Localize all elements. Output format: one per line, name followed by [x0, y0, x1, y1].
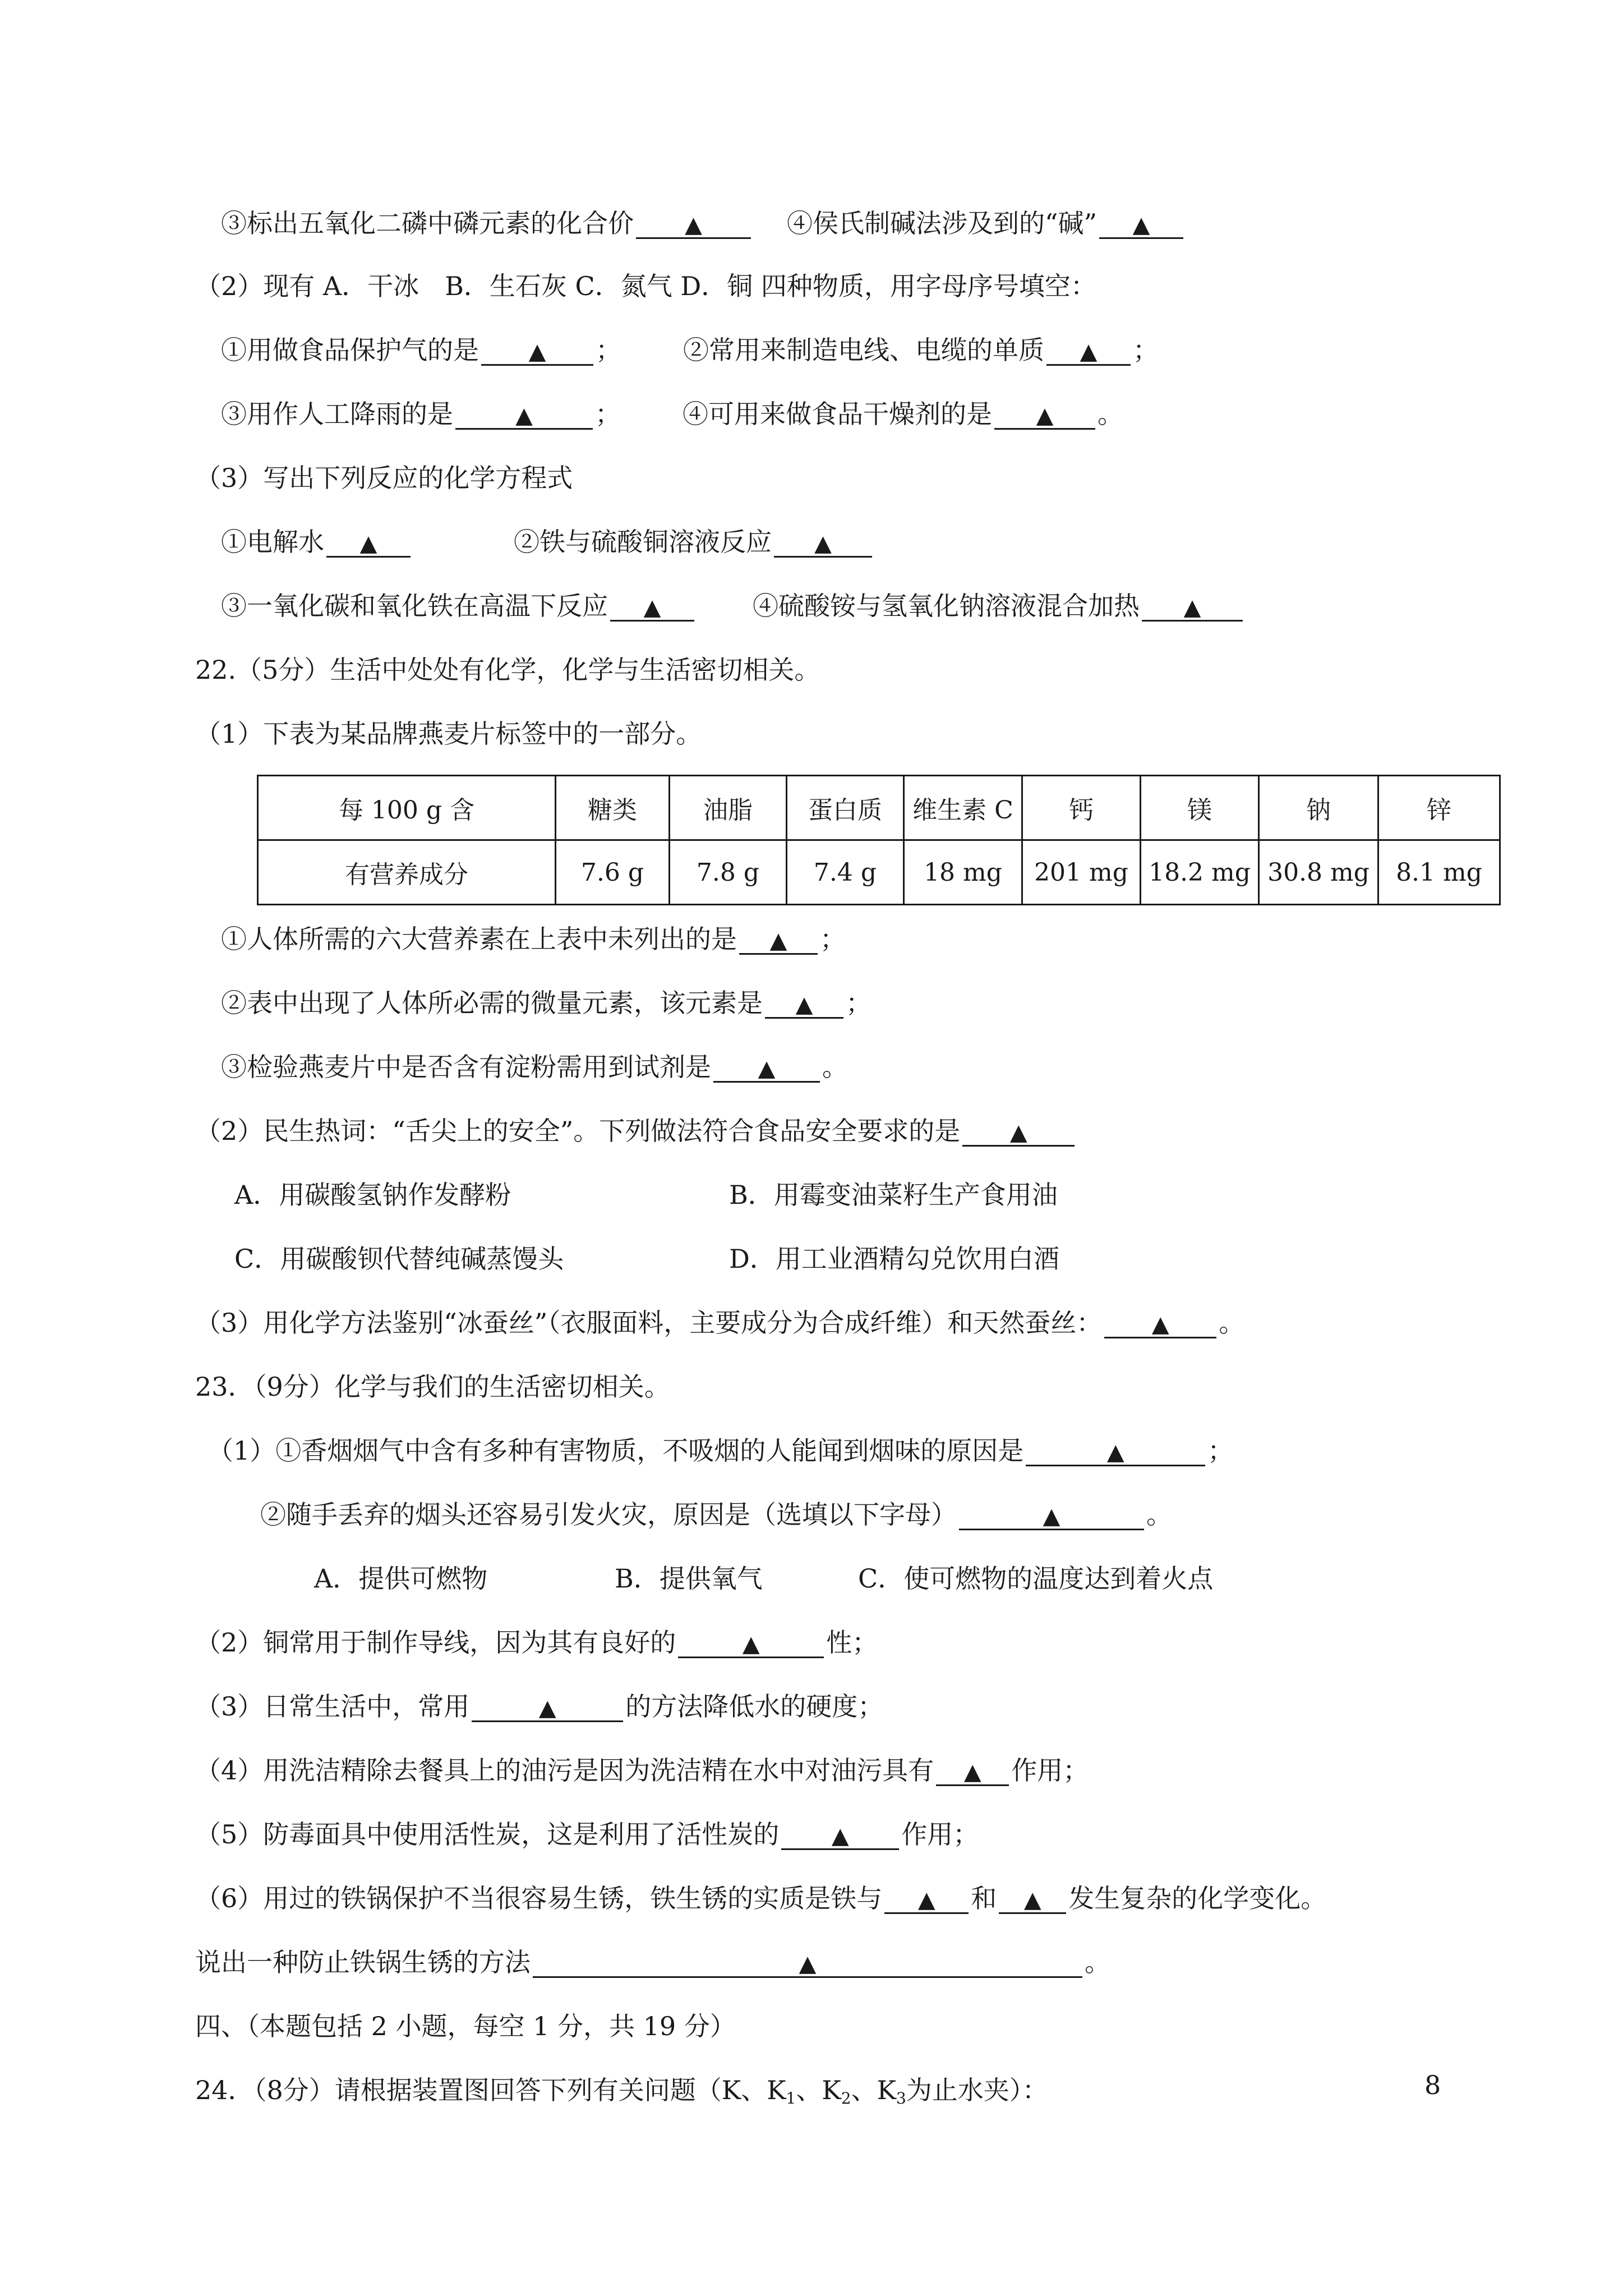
- table-header-cell: 蛋白质: [787, 776, 904, 840]
- answer-blank[interactable]: ▲: [962, 1117, 1075, 1147]
- answer-blank[interactable]: ▲: [481, 336, 593, 366]
- q22-part-2: （2）民生热词：“舌尖上的安全”。下列做法符合食品安全要求的是 ▲: [195, 1114, 1077, 1148]
- answer-blank[interactable]: ▲: [884, 1884, 969, 1914]
- q21-part-3-line-2: ③一氧化碳和氧化铁在高温下反应 ▲ ④硫酸铵与氢氧化钠溶液混合加热 ▲: [221, 589, 1245, 623]
- q23-option-c: C．使可燃物的温度达到着火点: [858, 1563, 1214, 1594]
- question-24-title: 24．（8分）请根据装置图回答下列有关问题（K、$K_1$、$K_2$、$K_3$为止水夹）：: [195, 2075, 1048, 2108]
- answer-blank[interactable]: ▲: [533, 1948, 1082, 1978]
- q21-part-3-line-1: ①电解水 ▲ ②铁与硫酸铜溶液反应 ▲: [221, 525, 874, 559]
- answer-blank[interactable]: ▲: [739, 925, 818, 955]
- answer-blank[interactable]: ▲: [994, 400, 1095, 430]
- answer-blank[interactable]: ▲: [1104, 1309, 1216, 1338]
- q22-option-a: A．用碳酸氢钠作发酵粉: [234, 1180, 511, 1210]
- question-22-title: 22.（5分）生活中处处有化学，化学与生活密切相关。: [195, 655, 820, 685]
- answer-blank[interactable]: ▲: [455, 400, 593, 430]
- q22-sub-1: ①人体所需的六大营养素在上表中未列出的是 ▲ ；: [221, 924, 846, 954]
- table-cell: 7.8 g: [670, 840, 787, 905]
- answer-blank[interactable]: ▲: [636, 209, 751, 239]
- question-23-title: 23．（9分）化学与我们的生活密切相关。: [195, 1372, 670, 1402]
- answer-blank[interactable]: ▲: [1026, 1437, 1205, 1466]
- table-header-cell: 有营养成分: [258, 840, 556, 905]
- table-cell: 8.1 mg: [1378, 840, 1500, 905]
- answer-blank[interactable]: ▲: [781, 1820, 899, 1850]
- answer-blank[interactable]: ▲: [936, 1756, 1009, 1786]
- answer-blank[interactable]: ▲: [1142, 592, 1243, 622]
- q22-sub-3: ③检验燕麦片中是否含有淀粉需用到试剂是 ▲ 。: [221, 1052, 848, 1082]
- q21-part-2-line-1: ①用做食品保护气的是 ▲ ； ②常用来制造电线、电缆的单质 ▲ ；: [221, 335, 1159, 365]
- table-cell: 30.8 mg: [1259, 840, 1378, 905]
- table-header-cell: 糖类: [556, 776, 670, 840]
- answer-blank[interactable]: ▲: [1099, 209, 1183, 239]
- table-header-cell: 每 100 g 含: [258, 776, 556, 840]
- q23-option-b: B．提供氧气: [615, 1563, 763, 1594]
- q23-part-5: （5）防毒面具中使用活性炭，这是利用了活性炭的 ▲ 作用；: [195, 1819, 979, 1849]
- nutrition-table: [257, 775, 1501, 905]
- answer-blank[interactable]: ▲: [472, 1692, 623, 1722]
- q23-part-1a: （1）①香烟烟气中含有多种有害物质，不吸烟的人能闻到烟味的原因是 ▲ ；: [208, 1435, 1234, 1466]
- answer-blank[interactable]: ▲: [326, 528, 411, 558]
- answer-blank[interactable]: ▲: [713, 1053, 820, 1083]
- answer-blank[interactable]: ▲: [765, 989, 843, 1019]
- table-row: [258, 840, 1500, 905]
- answer-blank[interactable]: ▲: [610, 592, 694, 622]
- q21-part-2-line-2: ③用作人工降雨的是 ▲ ； ④可用来做食品干燥剂的是 ▲ 。: [221, 399, 1123, 429]
- section-4-heading: 四、（本题包括 2 小题，每空 1 分，共 19 分）: [195, 2011, 736, 2041]
- q23-option-a: A．提供可燃物: [314, 1563, 488, 1594]
- q22-sub-2: ②表中出现了人体所必需的微量元素，该元素是 ▲ ；: [221, 988, 872, 1018]
- q21-part-3: （3）写出下列反应的化学方程式: [195, 463, 573, 493]
- q23-part-6: （6）用过的铁锅保护不当很容易生锈，铁生锈的实质是铁与 ▲ 和 ▲ 发生复杂的化学变化。: [195, 1883, 1327, 1913]
- q21-part-2: （2）现有 A．干冰 B．生石灰 C．氮气 D．铜 四种物质，用字母序号填空：: [195, 271, 1096, 301]
- table-cell: 18 mg: [904, 840, 1022, 905]
- q22-part-3: （3）用化学方法鉴别“冰蚕丝”（衣服面料，主要成分为合成纤维）和天然蚕丝： ▲ 。: [195, 1308, 1245, 1338]
- table-header-cell: 油脂: [670, 776, 787, 840]
- answer-blank[interactable]: ▲: [999, 1884, 1066, 1914]
- answer-blank[interactable]: ▲: [774, 528, 872, 558]
- page-number: 8: [1424, 2070, 1441, 2100]
- table-cell: 7.4 g: [787, 840, 904, 905]
- answer-blank[interactable]: ▲: [1046, 336, 1131, 366]
- q23-part-4: （4）用洗洁精除去餐具上的油污是因为洗洁精在水中对油污具有 ▲ 作用；: [195, 1755, 1089, 1786]
- answer-blank[interactable]: ▲: [959, 1501, 1144, 1530]
- q23-part-3: （3）日常生活中，常用 ▲ 的方法降低水的硬度；: [195, 1691, 884, 1722]
- table-cell: 7.6 g: [556, 840, 670, 905]
- q22-option-c: C．用碳酸钡代替纯碱蒸馒头: [234, 1244, 564, 1274]
- table-cell: 201 mg: [1022, 840, 1141, 905]
- table-header-cell: 维生素 C: [904, 776, 1022, 840]
- q23-part-2: （2）铜常用于制作导线，因为其有良好的 ▲ 性；: [195, 1627, 878, 1658]
- q23-part-1b: ②随手丢弃的烟头还容易引发火灾，原因是（选填以下字母） ▲ 。: [260, 1499, 1172, 1530]
- table-cell: 18.2 mg: [1141, 840, 1259, 905]
- q22-part-1: （1）下表为某品牌燕麦片标签中的一部分。: [195, 719, 702, 749]
- table-header-cell: 镁: [1141, 776, 1259, 840]
- table-header-cell: 钙: [1022, 776, 1141, 840]
- q21-line-3: ③标出五氧化二磷中磷元素的化合价 ▲ ④侯氏制碱法涉及到的“碱” ▲: [221, 206, 1186, 240]
- q22-option-b: B．用霉变油菜籽生产食用油: [729, 1180, 1058, 1210]
- q22-option-d: D．用工业酒精勾兑饮用白酒: [729, 1244, 1059, 1274]
- answer-blank[interactable]: ▲: [678, 1628, 824, 1658]
- table-header-cell: 钠: [1259, 776, 1378, 840]
- table-header-cell: 锌: [1378, 776, 1500, 840]
- q23-part-7: 说出一种防止铁锅生锈的方法 ▲ 。: [195, 1947, 1110, 1977]
- table-row: [258, 776, 1500, 840]
